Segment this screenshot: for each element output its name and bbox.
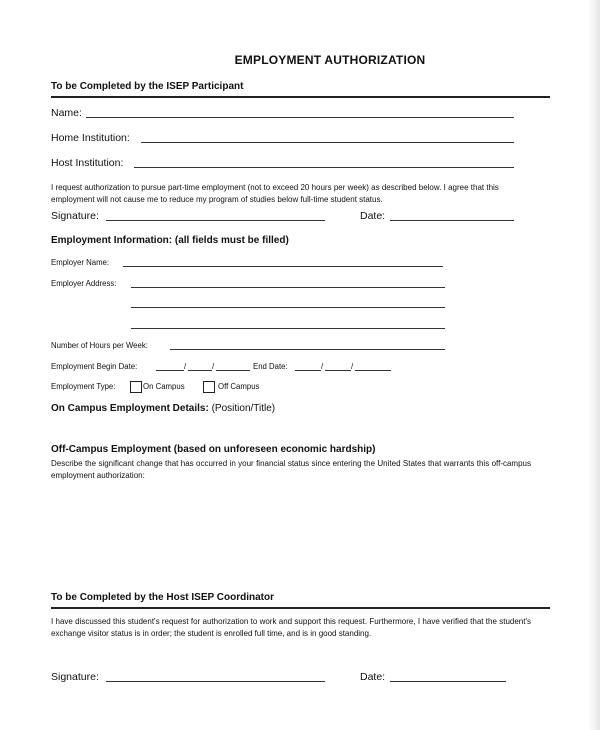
end-date-day-field[interactable]	[325, 370, 351, 371]
employment-info-heading: Employment Information: (all fields must be filled)	[51, 235, 289, 246]
document-title: EMPLOYMENT AUTHORIZATION	[234, 53, 426, 67]
on-campus-checkbox[interactable]	[130, 381, 142, 393]
participant-signature-label: Signature:	[51, 210, 99, 222]
on-campus-label: On Campus	[143, 382, 185, 391]
home-institution-label: Home Institution:	[51, 132, 130, 144]
employment-type-label: Employment Type:	[51, 382, 116, 391]
on-campus-details-heading: On Campus Employment Details:	[51, 403, 209, 414]
employer-address-label: Employer Address:	[51, 279, 117, 288]
end-date-month-field[interactable]	[295, 370, 321, 371]
hours-per-week-field[interactable]	[170, 349, 445, 350]
participant-statement: I request authorization to pursue part-time employment (not to exceed 20 hours per week) as described below. I agree that this employment will not cause me to reduce my program of studies below full-time student status.	[51, 183, 499, 204]
date-separator: /	[184, 362, 187, 371]
section-divider	[51, 607, 550, 609]
employer-name-label: Employer Name:	[51, 258, 110, 267]
off-campus-heading: Off-Campus Employment (based on unforeseen economic hardship)	[51, 444, 376, 455]
begin-date-year-field[interactable]	[216, 370, 250, 371]
coordinator-statement: I have discussed this student's request for authorization to work and support this request. Furthermore, I have verified that the student's exchange visitor status is in order; the student is enrolled full time, and is in good standing.	[51, 617, 531, 638]
date-separator: /	[351, 362, 354, 371]
participant-signature-field[interactable]	[106, 220, 325, 221]
host-institution-label: Host Institution:	[51, 157, 124, 169]
hours-per-week-label: Number of Hours per Week:	[51, 341, 148, 350]
off-campus-checkbox[interactable]	[203, 381, 215, 393]
coordinator-signature-label: Signature:	[51, 671, 99, 683]
name-field[interactable]	[86, 117, 514, 118]
coordinator-signature-field[interactable]	[106, 681, 325, 682]
host-institution-field[interactable]	[134, 167, 514, 168]
home-institution-field[interactable]	[141, 142, 514, 143]
coordinator-date-field[interactable]	[390, 681, 506, 682]
coordinator-date-label: Date:	[360, 671, 386, 683]
end-date-label: End Date:	[253, 362, 288, 371]
participant-date-label: Date:	[360, 210, 386, 222]
on-campus-details-suffix: (Position/Title)	[211, 403, 276, 414]
name-label: Name:	[51, 107, 82, 119]
employer-address-line-2[interactable]	[131, 307, 445, 308]
off-campus-label: Off Campus	[218, 382, 260, 391]
on-campus-details-line	[51, 403, 275, 414]
employer-name-field[interactable]	[123, 266, 443, 267]
begin-date-label: Employment Begin Date:	[51, 362, 138, 371]
employer-address-line-3[interactable]	[131, 328, 445, 329]
participant-section-heading: To be Completed by the ISEP Participant	[51, 81, 244, 92]
end-date-year-field[interactable]	[355, 370, 391, 371]
off-campus-description: Describe the significant change that has occurred in your financial status since entering the United States that warrants this off-campus employment authorization:	[51, 459, 531, 480]
page-edge-shadow	[588, 0, 600, 730]
section-divider	[51, 96, 550, 98]
coordinator-section-heading: To be Completed by the Host ISEP Coordinator	[51, 592, 274, 603]
begin-date-day-field[interactable]	[188, 370, 212, 371]
begin-date-month-field[interactable]	[156, 370, 184, 371]
date-separator: /	[321, 362, 324, 371]
participant-date-field[interactable]	[390, 220, 514, 221]
employer-address-line-1[interactable]	[131, 287, 445, 288]
date-separator: /	[212, 362, 215, 371]
